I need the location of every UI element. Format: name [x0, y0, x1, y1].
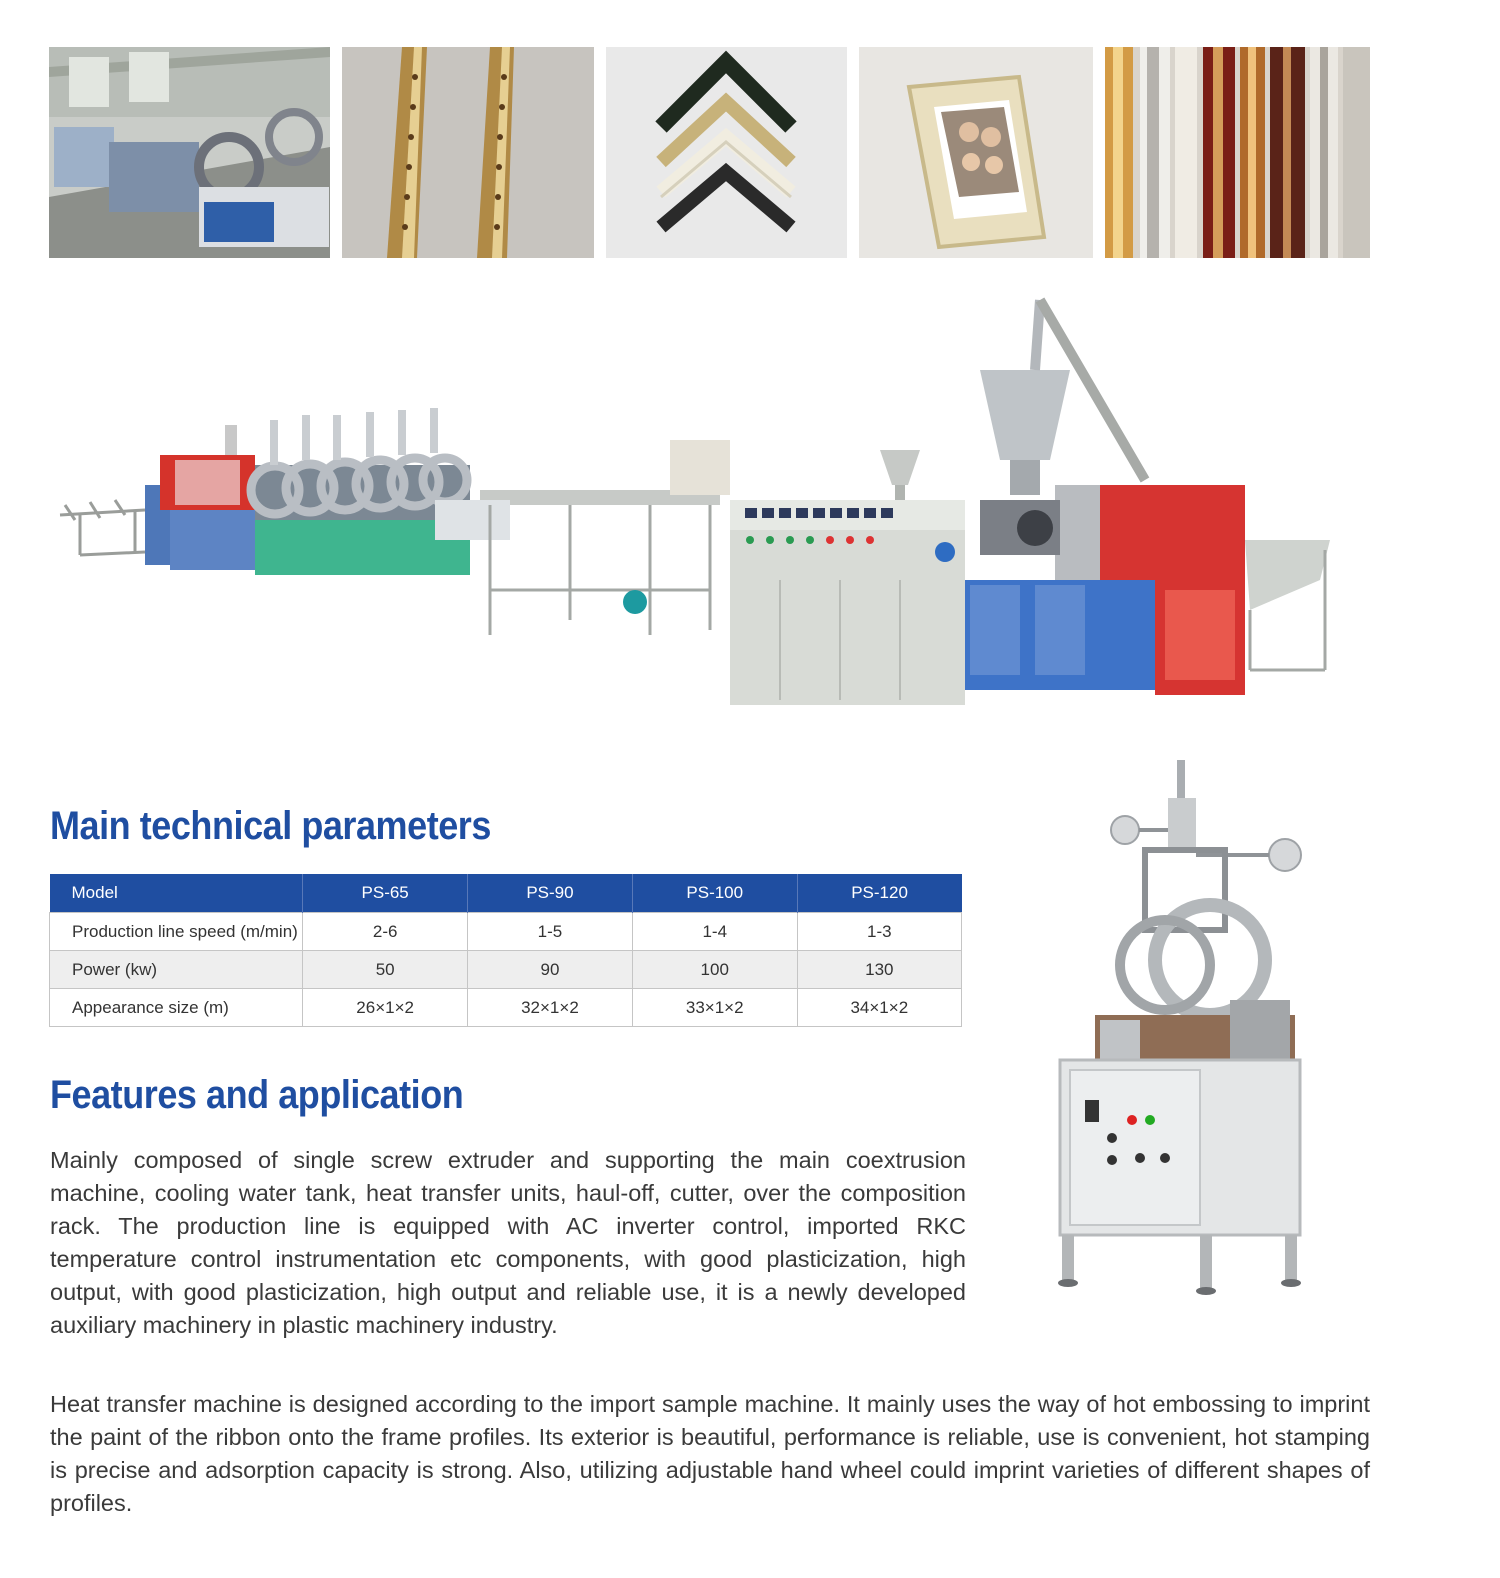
features-paragraph-1: Mainly composed of single screw extruder and supporting the main coextrusion machine, cooling water tank, heat transfer units, haul-off, cutter, over the composition rack. The production line is equipped with AC inverter control, imported RKC temperature control instrumentation etc components, with good plasticization, high output, with good plasticization, high output and reliable use, it is a newly developed auxiliary machinery in plastic machinery industry. — [50, 1147, 966, 1338]
main-technical-parameters-heading: Main technical parameters — [50, 804, 491, 848]
features-paragraph-2: Heat transfer machine is designed according to the import sample machine. It mainly uses the way of hot embossing to imprint the paint of the ribbon onto the frame profiles. Its exterior is beautiful, performance is reliable, use is convenient, hot stamping is precise and adsorption capacity is strong. Also, utilizing adjustable hand wheel could imprint varieties of different shapes of profiles. — [50, 1391, 1370, 1516]
table-cell: 100 — [632, 951, 797, 989]
family-photo-frame-photo — [859, 47, 1093, 258]
table-cell: 130 — [797, 951, 961, 989]
row-label: Appearance size (m) — [50, 989, 303, 1027]
table-cell: 26×1×2 — [303, 989, 468, 1027]
header-ps-90: PS-90 — [468, 874, 633, 913]
table-cell: 32×1×2 — [468, 989, 633, 1027]
table-cell: 1-5 — [468, 913, 633, 951]
table-header-row — [50, 874, 962, 913]
frame-corner-samples-photo — [606, 47, 847, 258]
row-label: Power (kw) — [50, 951, 303, 989]
table-cell: 50 — [303, 951, 468, 989]
row-label: Production line speed (m/min) — [50, 913, 303, 951]
table-cell: 33×1×2 — [632, 989, 797, 1027]
table-cell: 2-6 — [303, 913, 468, 951]
header-ps-100: PS-100 — [632, 874, 797, 913]
table-cell: 1-4 — [632, 913, 797, 951]
table-row — [50, 913, 962, 951]
header-ps-65: PS-65 — [303, 874, 468, 913]
heat-transfer-machine-illustration — [1040, 760, 1310, 1295]
table-cell: 34×1×2 — [797, 989, 961, 1027]
header-ps-120: PS-120 — [797, 874, 961, 913]
features-and-application-heading: Features and application — [50, 1073, 464, 1117]
table-row — [50, 951, 962, 989]
factory-floor-photo — [49, 47, 330, 258]
technical-parameters-table — [49, 874, 962, 1027]
header-model: Model — [50, 874, 303, 913]
production-line-machine-illustration — [50, 290, 1340, 710]
gold-moulding-strips-photo — [342, 47, 594, 258]
table-row — [50, 989, 962, 1027]
table-cell: 1-3 — [797, 913, 961, 951]
table-cell: 90 — [468, 951, 633, 989]
decorative-profiles-photo — [1105, 47, 1370, 258]
